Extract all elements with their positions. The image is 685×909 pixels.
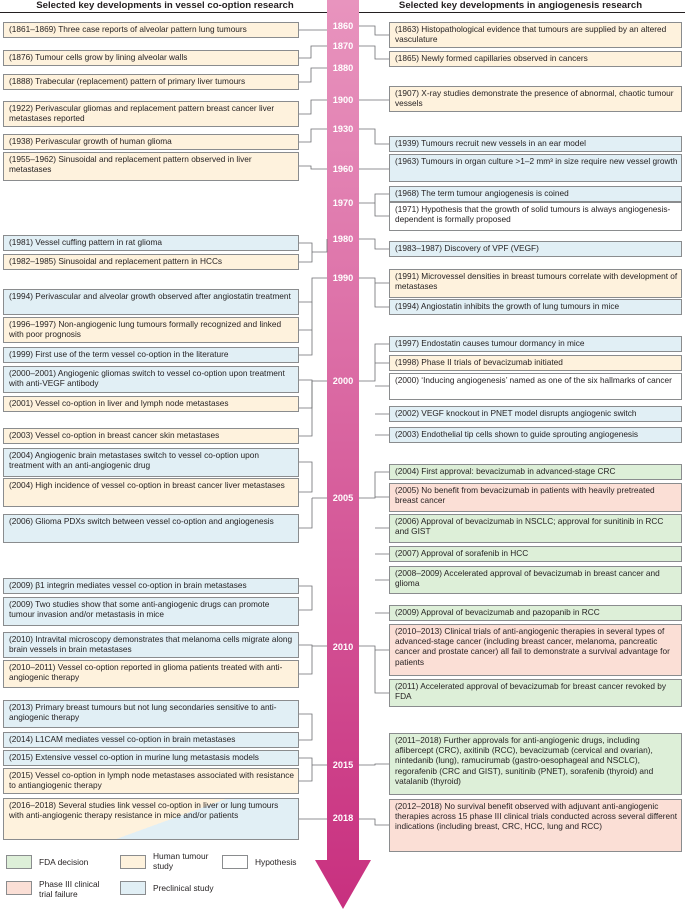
connector-line [359,646,389,693]
right-event-box: (1971) Hypothesis that the growth of solid tumours is always angiogenesis-dependent is formally proposed [389,202,682,231]
left-event-box: (2016–2018) Several studies link vessel co-option in liver or lung tumours with anti-angiogenic therapy resistance in mice and/or patients [3,798,299,840]
legend-label-hypothesis: Hypothesis [255,857,297,867]
connector-line [359,129,389,144]
left-event-box: (2001) Vessel co-option in liver and lymph node metastases [3,396,299,412]
right-event-box: (1983–1987) Discovery of VPF (VEGF) [389,241,682,257]
right-event-box: (1963) Tumours in organ culture >1–2 mm³ in size require new vessel growth [389,154,682,182]
right-event-box: (1994) Angiostatin inhibits the growth of lung tumours in mice [389,299,682,315]
left-event-box: (2010) Intravital microscopy demonstrates that melanoma cells migrate along brain vessels in brain metastases [3,632,299,658]
right-event-box: (2011) Accelerated approval of bevacizumab for breast cancer revoked by FDA [389,679,682,707]
left-event-box: (2009) β1 integrin mediates vessel co-option in brain metastases [3,578,299,594]
right-event-box: (1939) Tumours recruit new vessels in an ear model [389,136,682,152]
left-event-box: (2004) Angiogenic brain metastases switch to vessel co-option upon treatment with an anti-angiogenic drug [3,448,299,477]
connector-line [299,758,312,781]
right-event-box: (2011–2018) Further approvals for anti-angiogenic drugs, including aflibercept (CRC), axitinib (RCC), bevacizumab (cervical and ovarian), nintedanib (lung), ramucirumab (gastro-oesophageal and NSCLC), regorafenib (CRC and GIST), sunitinib (PNET), sorafenib (thyroid) and vatalanib (thyroid) [389,733,682,795]
left-event-box: (2015) Vessel co-option in lymph node metastases associated with resistance to antiangiogenic therapy [3,768,299,794]
connector-line [299,714,327,765]
legend-swatch-hypothesis [222,855,248,869]
right-event-box: (2002) VEGF knockout in PNET model disrupts angiogenic switch [389,406,682,422]
left-event-box: (1982–1985) Sinusoidal and replacement pattern in HCCs [3,254,299,270]
left-column-title: Selected key developments in vessel co-option research [36,0,294,11]
left-event-box: (1861–1869) Three case reports of alveolar pattern lung tumours [3,22,299,38]
right-event-box: (2005) No benefit from bevacizumab in patients with heavily pretreated breast cancer [389,483,682,512]
year-label: 1930 [332,124,354,134]
legend-swatch-fail [6,881,32,895]
left-event-box: (1994) Perivascular and alveolar growth observed after angiostatin treatment [3,289,299,315]
right-event-box: (2004) First approval: bevacizumab in advanced-stage CRC [389,464,682,480]
connector-line [359,26,389,35]
right-event-box: (2008–2009) Accelerated approval of bevacizumab in breast cancer and glioma [389,566,682,594]
left-event-box: (2010–2011) Vessel co-option reported in glioma patients treated with anti-angiogenic therapy [3,660,299,688]
connector-line [359,46,389,59]
connector-line [359,472,389,613]
left-event-box: (2006) Glioma PDXs switch between vessel co-option and angiogenesis [3,514,299,543]
left-event-box: (1888) Trabecular (replacement) pattern of primary liver tumours [3,74,299,90]
year-label: 1860 [332,21,354,31]
connector-line [299,381,312,436]
year-label: 1870 [332,41,354,51]
year-label: 1960 [332,164,354,174]
right-event-box: (2009) Approval of bevacizumab and pazopanib in RCC [389,605,682,621]
year-label: 2005 [332,493,354,503]
year-label: 2015 [332,760,354,770]
left-event-box: (2009) Two studies show that some anti-angiogenic drugs can promote tumour invasion and/or metastasis in mice [3,597,299,626]
year-label: 2000 [332,376,354,386]
connector-line [299,645,312,674]
right-event-box: (1991) Microvessel densities in breast tumours correlate with development of metastases [389,269,682,298]
left-event-box: (1922) Perivascular gliomas and replacement pattern breast cancer liver metastases reported [3,101,299,127]
left-event-box: (2013) Primary breast tumours but not lung secondaries sensitive to anti-angiogenic therapy [3,700,299,728]
connector-line [299,302,312,355]
right-event-box: (2000) ‘Inducing angiogenesis’ named as one of the six hallmarks of cancer [389,373,682,400]
right-event-box: (2007) Approval of sorafenib in HCC [389,546,682,562]
left-event-box: (1938) Perivascular growth of human glioma [3,134,299,150]
right-event-box: (1968) The term tumour angiogenesis is coined [389,186,682,202]
left-event-box: (1876) Tumour cells grow by lining alveolar walls [3,50,299,66]
left-event-box: (2014) L1CAM mediates vessel co-option in brain metastases [3,732,299,748]
right-event-box: (1998) Phase II trials of bevacizumab initiated [389,355,682,371]
left-event-box: (1981) Vessel cuffing pattern in rat glioma [3,235,299,251]
right-event-box: (1865) Newly formed capillaries observed in cancers [389,51,682,67]
right-event-box: (2010–2013) Clinical trials of anti-angiogenic therapies in several types of advanced-stage cancer (including breast cancer, melanoma, pancreatic cancer and prostate cancer) all fail to demonstrate a survival advantage for patients [389,624,682,676]
connector-line [359,764,389,765]
year-label: 1980 [332,234,354,244]
right-event-box: (2012–2018) No survival benefit observed with adjuvant anti-angiogenic therapies across 15 phase III clinical trials conducted across several different indications (including breast, CRC, HCC, lung and RCC) [389,799,682,852]
year-label: 2018 [332,813,354,823]
connector-line [359,239,389,249]
right-event-box: (1997) Endostatin causes tumour dormancy in mice [389,336,682,352]
left-event-box: (2015) Extensive vessel co-option in murine lung metastasis models [3,750,299,766]
year-label: 2010 [332,642,354,652]
connector-line [299,586,327,646]
connector-line [359,194,389,216]
connector-line [359,819,389,825]
right-event-box: (1863) Histopathological evidence that tumours are supplied by an altered vasculature [389,22,682,48]
right-event-box: (2003) Endothelial tip cells shown to guide sprouting angiogenesis [389,427,682,443]
left-event-box: (2003) Vessel co-option in breast cancer skin metastases [3,428,299,444]
year-label: 1970 [332,198,354,208]
legend-swatch-fda [6,855,32,869]
right-event-box: (1907) X-ray studies demonstrate the presence of abnormal, chaotic tumour vessels [389,86,682,112]
left-event-box: (1999) First use of the term vessel co-option in the literature [3,347,299,363]
legend-swatch-preclinical [120,881,146,895]
connector-line [299,498,312,528]
right-event-box: (2006) Approval of bevacizumab in NSCLC; approval for sunitinib in RCC and GIST [389,514,682,543]
connector-line [359,278,389,307]
timeline-arrow [315,0,371,909]
legend-label-preclinical: Preclinical study [153,883,214,893]
legend-label-human: Human tumour study [153,851,209,871]
legend-label-fda: FDA decision [39,857,89,867]
connector-line [359,344,389,435]
legend-label-fail: Phase III clinical trial failure [39,879,100,899]
year-label: 1990 [332,273,354,283]
year-label: 1880 [332,63,354,73]
right-column-title: Selected key developments in angiogenesis research [398,0,643,11]
left-event-box: (2000–2001) Angiogenic gliomas switch to vessel co-option upon treatment with anti-VEGF antibody [3,366,299,393]
year-label: 1900 [332,95,354,105]
left-event-box: (2004) High incidence of vessel co-option in breast cancer liver metastases [3,478,299,507]
legend-swatch-human [120,855,146,869]
left-event-box: (1996–1997) Non-angiogenic lung tumours formally recognized and linked with poor prognosis [3,317,299,343]
left-event-box: (1955–1962) Sinusoidal and replacement pattern observed in liver metastases [3,152,299,181]
